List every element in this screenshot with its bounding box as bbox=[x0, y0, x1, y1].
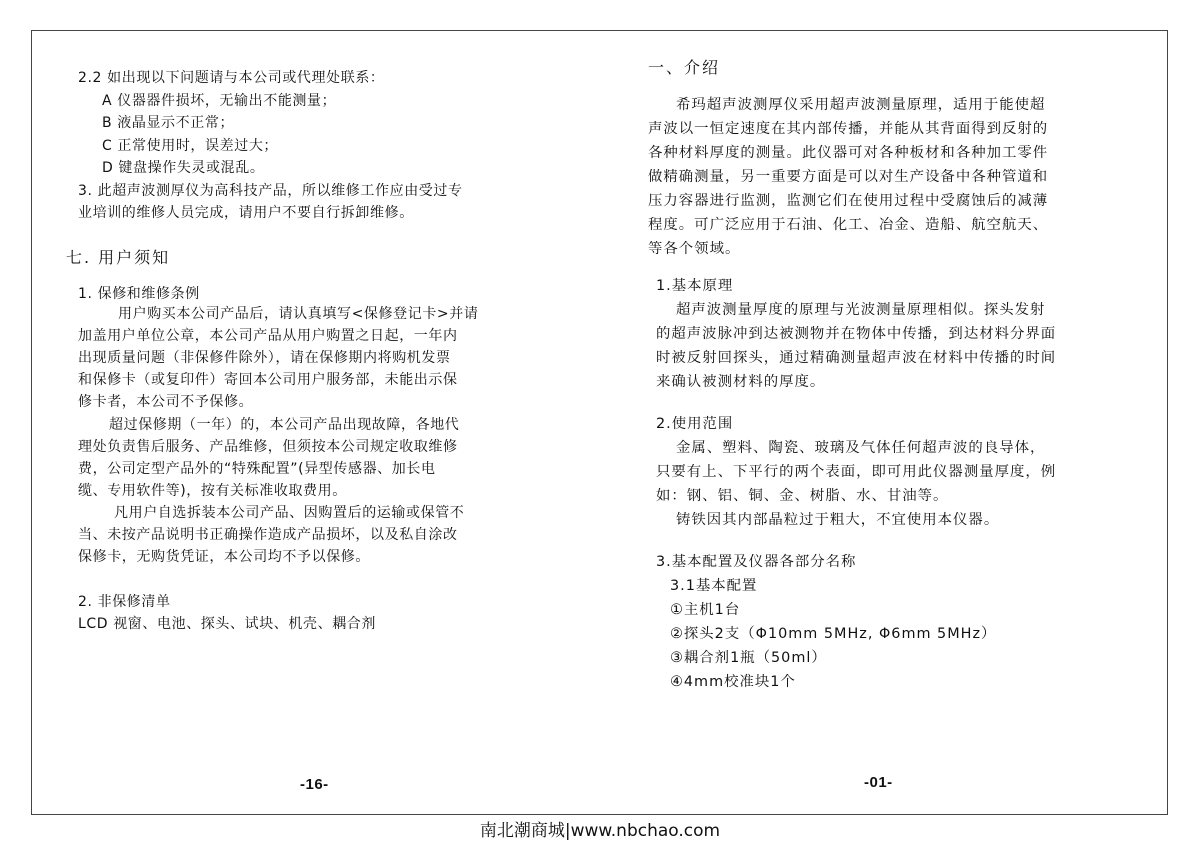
text-line: B 液晶显示不正常； bbox=[102, 115, 235, 131]
text-line: 和保修卡（或复印件）寄回本公司用户服务部，未能出示保 bbox=[78, 372, 458, 388]
text-line: 出现质量问题（非保修件除外），请在保修期内将购机发票 bbox=[78, 350, 451, 366]
text-line: 理处负责售后服务、产品维修，但须按本公司规定收取维修 bbox=[78, 439, 458, 455]
subsection-title: 3.基本配置及仪器各部分名称 bbox=[656, 554, 857, 570]
text-line: 做精确测量，另一重要方面是可以对生产设备中各种管道和 bbox=[648, 169, 1049, 185]
footer-watermark: 南北潮商城|www.nbchao.com bbox=[479, 821, 721, 841]
text-line: 压力容器进行监测，监测它们在使用过程中受腐蚀后的减薄 bbox=[648, 193, 1049, 209]
text-line: 当、未按产品说明书正确操作造成产品损坏，以及私自涂改 bbox=[78, 527, 458, 543]
list-item: ④4mm校准块1个 bbox=[670, 674, 796, 690]
text-line: 业培训的维修人员完成，请用户不要自行拆卸维修。 bbox=[78, 205, 414, 221]
text-line: 2.2 如出现以下问题请与本公司或代理处联系： bbox=[78, 70, 385, 86]
right-page bbox=[648, 0, 1118, 791]
page-number: -16- bbox=[300, 776, 329, 793]
left-page bbox=[66, 0, 556, 793]
list-item: ①主机1台 bbox=[670, 602, 741, 618]
text-line: 希玛超声波测厚仪采用超声波测量原理，适用于能使超 bbox=[676, 97, 1046, 113]
text-line: 等各个领域。 bbox=[648, 241, 741, 257]
text-line: 保修卡，无购货凭证，本公司均不予以保修。 bbox=[78, 549, 370, 565]
text-line: 时被反射回探头，通过精确测量超声波在材料中传播的时间 bbox=[656, 350, 1057, 366]
text-line: 铸铁因其内部晶粒过于粗大，不宜使用本仪器。 bbox=[676, 512, 1000, 528]
text-line: 费，公司定型产品外的“特殊配置”(异型传感器、加长电 bbox=[78, 461, 436, 477]
text-line: 缆、专用软件等)，按有关标准收取费用。 bbox=[78, 483, 347, 499]
text-line: 的超声波脉冲到达被测物并在物体中传播，到达材料分界面 bbox=[656, 326, 1057, 342]
text-line: 3. 此超声波测厚仪为高科技产品，所以维修工作应由受过专 bbox=[78, 183, 463, 199]
text-line: 来确认被测材料的厚度。 bbox=[656, 374, 826, 390]
subsection-title: 1. 保修和维修条例 bbox=[78, 286, 200, 302]
subsection-title: 2. 非保修清单 bbox=[78, 594, 171, 610]
text-line: 凡用户自选拆装本公司产品、因购置后的运输或保管不 bbox=[114, 505, 465, 521]
text-line: 各种材料厚度的测量。此仪器可对各种板材和各种加工零件 bbox=[648, 145, 1049, 161]
subsection-title: 1.基本原理 bbox=[656, 278, 734, 294]
text-line: 超声波测量厚度的原理与光波测量原理相似。探头发射 bbox=[676, 302, 1046, 318]
section-title: 一、介绍 bbox=[648, 58, 721, 77]
subsection-title: 3.1基本配置 bbox=[670, 578, 758, 594]
text-line: A 仪器器件损坏，无输出不能测量； bbox=[102, 93, 337, 109]
subsection-title: 2.使用范围 bbox=[656, 416, 734, 432]
text-line: 用户购买本公司产品后，请认真填写<保修登记卡>并请 bbox=[118, 306, 479, 322]
text-line: 声波以一恒定速度在其内部传播，并能从其背面得到反射的 bbox=[648, 121, 1049, 137]
text-line: 加盖用户单位公章，本公司产品从用户购置之日起，一年内 bbox=[78, 328, 458, 344]
list-item: ②探头2支（Φ10mm 5MHz, Φ6mm 5MHz） bbox=[670, 626, 997, 642]
text-line: 程度。可广泛应用于石油、化工、冶金、造船、航空航天、 bbox=[648, 217, 1049, 233]
section-title: 七. 用户须知 bbox=[66, 248, 171, 267]
text-line: 超过保修期（一年）的，本公司产品出现故障，各地代 bbox=[109, 417, 460, 433]
text-line: 如：钢、铝、铜、金、树脂、水、甘油等。 bbox=[656, 488, 949, 504]
text-line: D 键盘操作失灵或混乱。 bbox=[102, 160, 265, 176]
text-line: LCD 视窗、电池、探头、试块、机壳、耦合剂 bbox=[78, 616, 377, 632]
page-number: -01- bbox=[864, 774, 893, 791]
text-line: 只要有上、下平行的两个表面，即可用此仪器测量厚度，例 bbox=[656, 464, 1057, 480]
text-line: 修卡者，本公司不予保修。 bbox=[78, 394, 254, 410]
list-item: ③耦合剂1瓶（50ml） bbox=[670, 650, 827, 666]
text-line: 金属、塑料、陶瓷、玻璃及气体任何超声波的良导体， bbox=[676, 440, 1046, 456]
text-line: C 正常使用时，误差过大； bbox=[102, 138, 279, 154]
